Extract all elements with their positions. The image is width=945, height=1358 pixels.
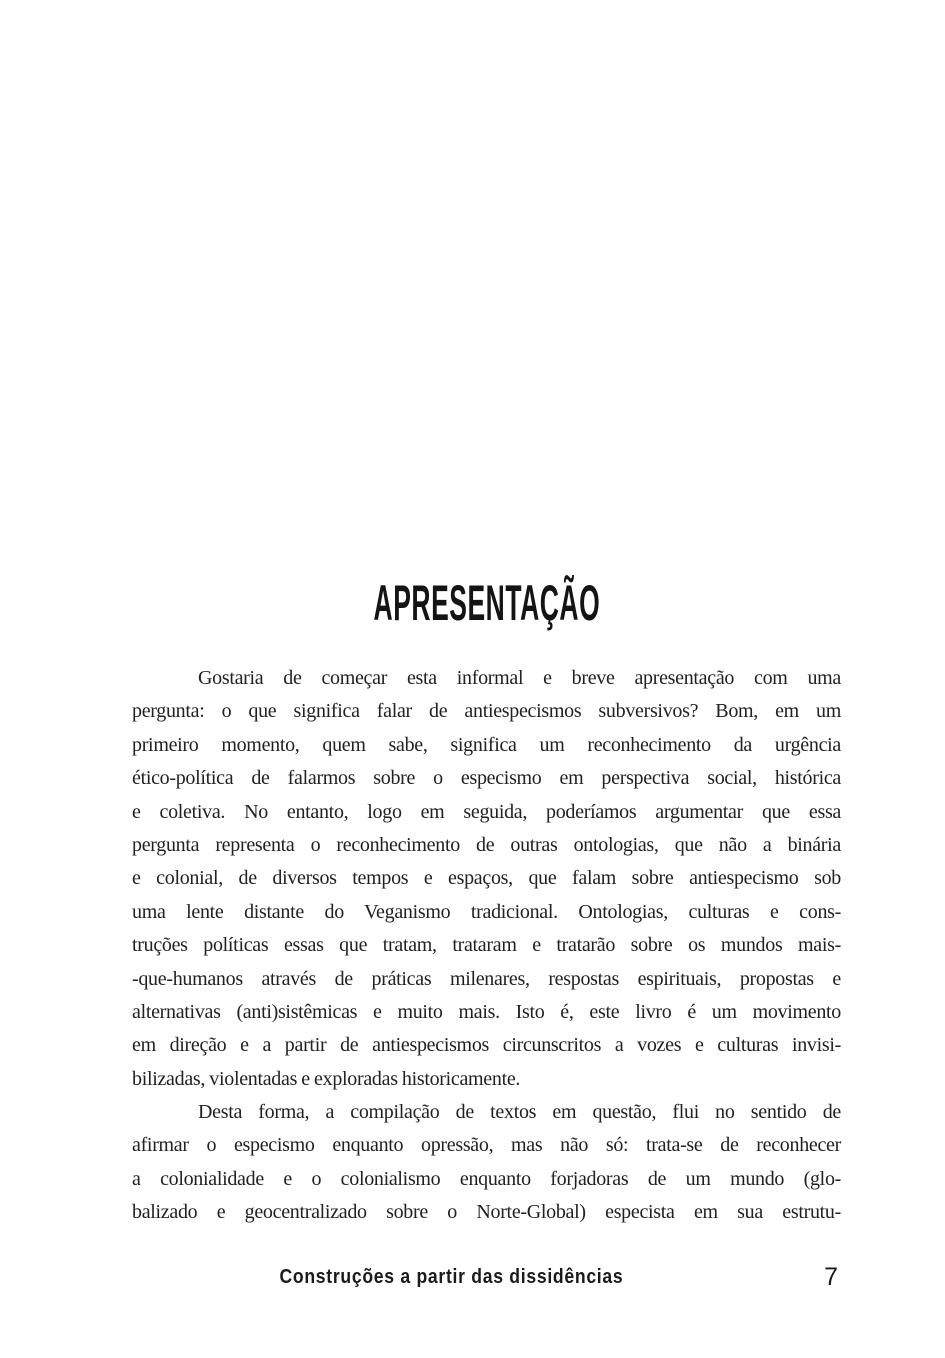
paragraph-2-line-1: Desta forma, a compilação de textos em questão, flui no sentido de xyxy=(198,1101,841,1124)
paragraph-1-line-6: pergunta representa o reconhecimento de outras ontologias, que não a binária xyxy=(132,833,841,856)
paragraph-1-line-4: ético-política de falarmos sobre o especismo em perspectiva social, histórica xyxy=(132,767,841,790)
paragraph-1-line-10: -que-humanos através de práticas milenares, respostas espirituais, propostas e xyxy=(132,967,841,990)
paragraph-1-line-12: em direção e a partir de antiespecismos circunscritos a vozes e culturas invisi- xyxy=(132,1034,841,1057)
running-footer-title: Construções a partir das dissidências xyxy=(279,1266,624,1288)
paragraph-1-line-13: bilizadas, violentadas e exploradas historicamente. xyxy=(132,1067,521,1090)
paragraph-1-line-3: primeiro momento, quem sabe, significa um reconhecimento da urgência xyxy=(132,733,841,756)
paragraph-1-line-9: truções políticas essas que tratam, trataram e tratarão sobre os mundos mais- xyxy=(132,934,841,957)
page-number: 7 xyxy=(824,1263,838,1291)
paragraph-1-line-1: Gostaria de começar esta informal e breve apresentação com uma xyxy=(198,667,841,689)
running-footer xyxy=(132,1266,771,1289)
paragraph-1-line-11: alternativas (anti)sistêmicas e muito mais. Isto é, este livro é um movimento xyxy=(132,1000,841,1023)
paragraph-2-line-3: a colonialidade e o colonialismo enquanto forjadoras de um mundo (glo- xyxy=(132,1167,841,1190)
body-text xyxy=(132,662,841,1230)
chapter-title-text: APRESENTAÇÃO xyxy=(373,575,600,631)
paragraph-1-line-8: uma lente distante do Veganismo tradicional. Ontologias, culturas e cons- xyxy=(132,900,841,923)
paragraph-1-line-2: pergunta: o que significa falar de antiespecismos subversivos? Bom, em um xyxy=(132,700,841,723)
paragraph-1-line-5: e coletiva. No entanto, logo em seguida, poderíamos argumentar que essa xyxy=(132,800,841,823)
paragraph-2-line-4: balizado e geocentralizado sobre o Norte-Global) especista em sua estrutu- xyxy=(132,1201,841,1224)
paragraph-1-line-7: e colonial, de diversos tempos e espaços, que falam sobre antiespecismo sob xyxy=(132,867,841,890)
paragraph-2-line-2: afirmar o especismo enquanto opressão, mas não só: trata-se de reconhecer xyxy=(132,1134,841,1157)
chapter-title xyxy=(132,575,841,631)
